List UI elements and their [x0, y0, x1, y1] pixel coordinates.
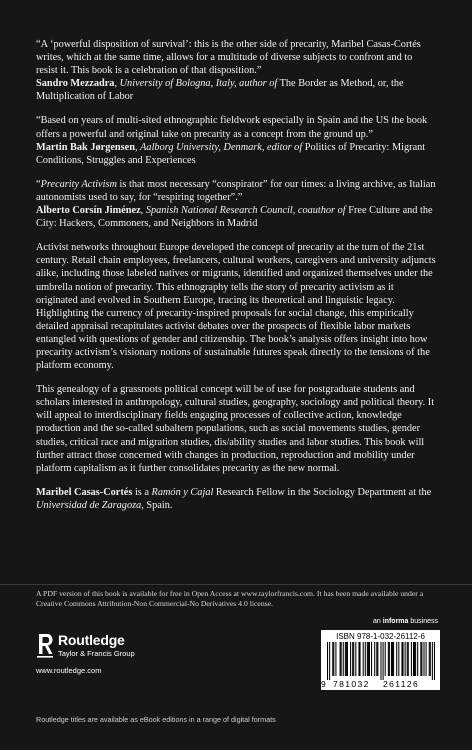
- barcode-right-digits: 261126: [383, 679, 420, 689]
- bio-text: is a: [132, 486, 152, 498]
- barcode-bar: [368, 642, 369, 676]
- barcode-bar: [391, 642, 392, 676]
- publisher-group: Taylor & Francis Group: [58, 649, 135, 658]
- barcode-bar: [327, 642, 328, 680]
- endorsement-attribution: Sandro Mezzadra, University of Bologna, Italy, author of The Border as Method, or, the Multiplication of Labor: [36, 78, 404, 103]
- informa-prefix: an: [373, 618, 383, 625]
- barcode-bar: [341, 642, 342, 676]
- barcode-bar: [421, 642, 422, 676]
- barcode-bar: [417, 642, 418, 676]
- endorser-work: Free Culture and the City: Hackers, Commoners, and Neighbors in Madrid: [36, 205, 433, 230]
- barcode-bar: [423, 642, 424, 676]
- endorsement-attribution: Alberto Corsín Jiménez, Spanish National Research Council, coauthor of Free Culture and the City: Hackers, Commoners, and Neighbors in Madrid: [36, 205, 433, 230]
- barcode-bar: [371, 642, 372, 676]
- barcode-bar: [333, 642, 334, 676]
- barcode-bar: [345, 642, 346, 676]
- endorsement-quote: “Based on years of multi-sited ethnographic fieldwork especially in Spain and the US the book offers a powerful and original take on precarity as a concept from the ground up.”: [36, 115, 428, 140]
- barcode-bar: [388, 642, 389, 676]
- barcode-bar: [401, 642, 402, 676]
- barcode-bar: [396, 642, 397, 676]
- barcode-bar: [350, 642, 351, 676]
- barcode-bar: [355, 642, 356, 676]
- endorser-affiliation: University of Bologna, Italy, author of: [119, 78, 278, 90]
- barcode-bar: [329, 642, 330, 680]
- barcode-bar: [383, 642, 384, 680]
- publisher-logo: [36, 632, 166, 676]
- barcode-bar: [340, 642, 341, 676]
- open-access-notice: A PDF version of this book is available for free in Open Access at www.taylorfrancis.com. It has been made available under a Creative Commons Attribution-Non Commercial-No Derivatives 4.0 license.: [36, 589, 424, 608]
- isbn-barcode: [321, 630, 440, 690]
- author-bio: [36, 486, 436, 512]
- bio-text: Research Fellow in the Sociology Department at the: [213, 486, 432, 498]
- informa-business-label: [366, 618, 438, 625]
- barcode-bar: [420, 642, 421, 676]
- university-name: Universidad de Zaragoza: [36, 499, 142, 511]
- barcode-bar: [411, 642, 412, 676]
- barcode-bar: [426, 642, 427, 676]
- barcode-bar: [347, 642, 348, 676]
- barcode-bar: [385, 642, 386, 676]
- barcode-bar: [434, 642, 435, 680]
- barcode-left-digits: 781032: [333, 679, 370, 689]
- ebook-note: Routledge titles are available as eBook editions in a range of digital formats: [36, 715, 276, 724]
- publisher-name: Routledge: [58, 632, 125, 648]
- barcode-bar: [403, 642, 404, 676]
- endorser-work: The Border as Method, or, the Multiplication of Labor: [36, 78, 404, 103]
- barcode-bar: [393, 642, 394, 676]
- endorser-affiliation: Spanish National Research Council, coauthor of: [145, 205, 346, 217]
- barcode-bar: [352, 642, 353, 676]
- barcode-bar: [429, 642, 430, 676]
- routledge-r-logo-icon: [36, 632, 54, 660]
- barcode-bar: [392, 642, 393, 676]
- informa-suffix: business: [408, 618, 438, 625]
- fellowship-name: Ramón y Cajal: [151, 486, 214, 498]
- barcode-bar: [432, 642, 433, 680]
- barcode-bar: [358, 642, 359, 676]
- barcode-bar: [408, 642, 409, 676]
- barcode-bar: [343, 642, 344, 676]
- barcode-bar: [376, 642, 377, 676]
- barcode-bar: [377, 642, 378, 676]
- barcode-bar: [363, 642, 364, 676]
- barcode-bar: [413, 642, 414, 676]
- endorser-name: Sandro Mezzadra: [36, 78, 115, 90]
- barcode-bar: [335, 642, 336, 676]
- endorser-affiliation: Aalborg University, Denmark, editor of: [140, 141, 303, 153]
- publisher-url: www.routledge.com: [36, 666, 102, 675]
- barcode-bar: [405, 642, 406, 676]
- endorsement-1: [36, 38, 436, 103]
- barcode-bar: [367, 642, 368, 676]
- description-paragraph-2: This genealogy of a grassroots political concept will be of use for postgraduate students and scholars interested in anthropology, cultural studies, geography, sociology and political theory. It will appeal to interdisciplinary fields engaging processes of collective action, knowledge production and the so-called subaltern populations, such as social movements studies, gender studies, critical race and migration studies, dis/ability studies and labor studies. This book will further attract those concerned with changes in production, reproduction and mobility under platform capitalism as it further consolidates precarity as the new normal.: [36, 384, 435, 474]
- barcode-bar: [360, 642, 361, 676]
- informa-brand: informa: [382, 618, 409, 625]
- barcode-bar: [407, 642, 408, 676]
- barcode-bar: [332, 642, 333, 676]
- description-paragraph-1: Activist networks throughout Europe developed the concept of precarity at the turn of the 21st century. Retail chain employees, freelancers, cultural workers, caregivers and university adjuncts alike, including those labeled natives or migrants, identified and organized themselves under the umbrella notion of precarity. This ethnography tells the story of precarity activism as it originated and evolved in Southern Europe, tracing its theoretical and linguistic legacy. Highlighting the currency of precarity-inspired proposals for social change, this empirically detailed appraisal recapitulates activist debates over the prospects of flexible labor markets entangled with questions of gender and citizenship. The book’s analysis offers insight into how precarity activism’s visionary notions of sustainable futures speak directly to the tensions of the platform economy.: [36, 242, 436, 372]
- cover-text: [36, 38, 436, 523]
- barcode-bar: [374, 642, 375, 676]
- barcode-bar: [389, 642, 390, 676]
- barcode-bar: [415, 642, 416, 676]
- quoted-book-title: Precarity Activism: [40, 178, 117, 190]
- endorsement-attribution: Martin Bak Jørgensen, Aalborg University, Denmark, editor of Politics of Precarity: Migrant Conditions, Struggles and Experiences: [36, 141, 426, 166]
- endorsement-quote: “A ‘powerful disposition of survival’: this is the other side of precarity, Maribel Casas-Cortés writes, which at the same time, allows for a multitude of diverse subjects to confront and to resist it. This book is a celebration of that disposition.”: [36, 39, 421, 77]
- quote-rest: is that most necessary “conspirator” for our times: a living archive, as Italian autonomists used to say, for “respiring together”.”: [36, 178, 436, 203]
- barcode-bar: [369, 642, 370, 676]
- barcode-bar: [398, 642, 399, 676]
- barcode-lead-digit: 9: [321, 679, 328, 689]
- endorsement-quote: [36, 178, 436, 204]
- endorser-name: Martin Bak Jørgensen: [36, 141, 135, 153]
- barcode-bar: [380, 642, 381, 680]
- barcode-bar: [346, 642, 347, 676]
- isbn-label: ISBN 978-1-032-26112-6: [336, 632, 425, 641]
- barcode-bar: [430, 642, 431, 676]
- barcode-bar: [414, 642, 415, 676]
- barcode-bar: [365, 642, 366, 676]
- bio-text: , Spain.: [141, 499, 173, 511]
- quote-open-mark: “: [36, 178, 41, 190]
- isbn-barcode-icon: [327, 642, 435, 680]
- barcode-bar: [353, 642, 354, 676]
- endorsement-3: [36, 178, 436, 230]
- endorser-name: Alberto Corsín Jiménez: [36, 205, 141, 217]
- divider: [0, 584, 472, 585]
- author-name: Maribel Casas-Cortés: [36, 486, 133, 498]
- endorsement-2: [36, 114, 436, 166]
- endorser-work: Politics of Precarity: Migrant Conditions, Struggles and Experiences: [36, 141, 426, 166]
